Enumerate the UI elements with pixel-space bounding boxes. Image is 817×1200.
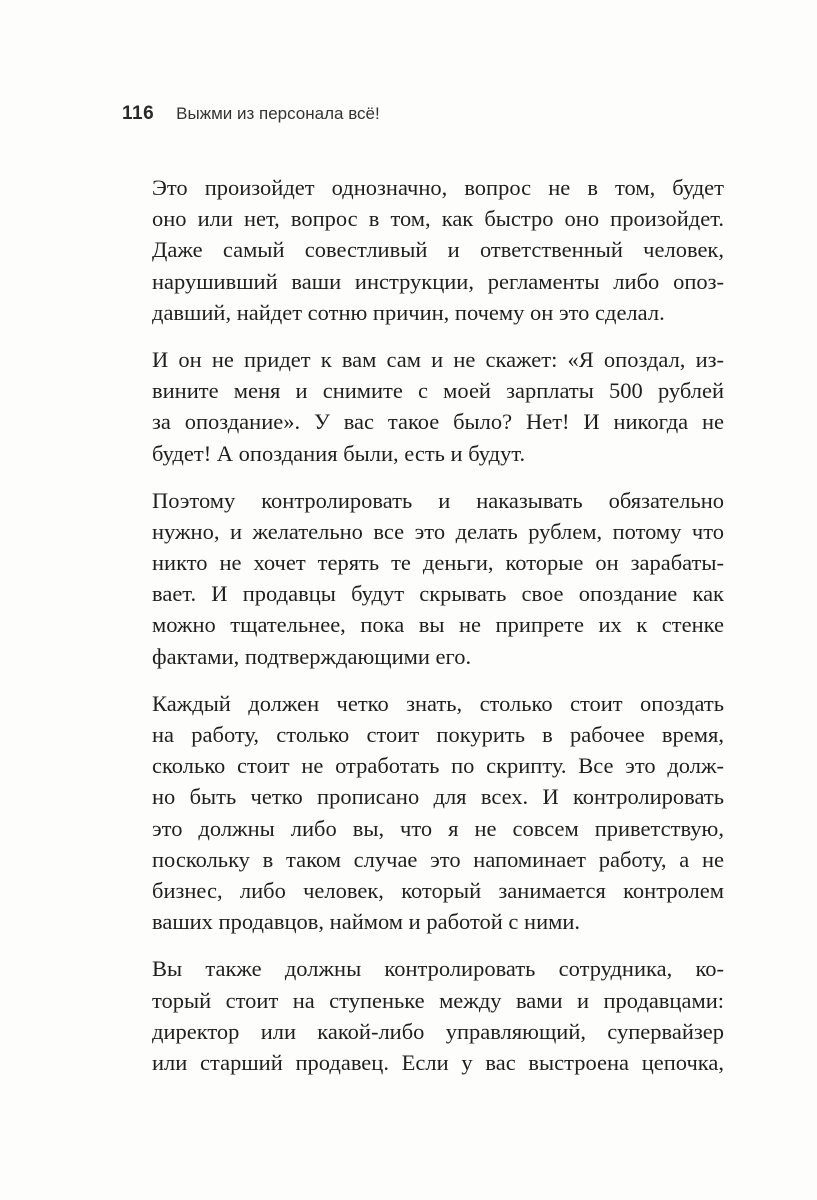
text-line: оно или нет, вопрос в том, как быстро оно произойдет.	[152, 206, 724, 232]
text-line: торый стоит на ступеньке между вами и продавцами:	[152, 987, 724, 1013]
text-line: можно тщательнее, пока вы не припрете их к стенке	[152, 612, 724, 638]
text-line: давший, найдет сотню причин, почему он это сделал.	[152, 299, 665, 325]
text-line: но быть четко прописано для всех. И контролировать	[152, 784, 724, 810]
text-line: сколько стоит не отработать по скрипту. Все это долж-	[152, 753, 724, 779]
text-line: директор или какой-либо управляющий, супервайзер	[152, 1018, 724, 1044]
paragraph	[152, 953, 724, 1078]
paragraph	[152, 344, 724, 469]
text-line: за опоздание». У вас такое было? Нет! И никогда не	[152, 409, 724, 435]
text-line: ваших продавцов, наймом и работой с ними.	[152, 909, 581, 935]
text-line: Поэтому контролировать и наказывать обязательно	[152, 487, 724, 513]
paragraph	[152, 172, 724, 328]
text-line: будет! А опоздания были, есть и будут.	[152, 440, 526, 466]
text-line: вает. И продавцы будут скрывать свое опоздание как	[152, 581, 724, 607]
text-line: поскольку в таком случае это напоминает работу, а не	[152, 846, 724, 872]
text-line: нужно, и желательно все это делать рублем, потому что	[152, 518, 724, 544]
text-line: или старший продавец. Если у вас выстроена цепочка,	[152, 1049, 724, 1075]
text-line: бизнес, либо человек, который занимается контролем	[152, 877, 724, 903]
text-line: Вы также должны контролировать сотрудника, ко-	[152, 956, 724, 982]
running-header	[122, 103, 380, 129]
text-line: никто не хочет терять те деньги, которые он зарабаты-	[152, 550, 724, 576]
text-line: нарушивший ваши инструкции, регламенты либо опоз-	[152, 268, 724, 294]
text-line: Каждый должен четко знать, столько стоит опоздать	[152, 690, 724, 716]
text-line: Даже самый совестливый и ответственный человек,	[152, 237, 724, 263]
paragraph	[152, 688, 724, 938]
body-text	[152, 172, 724, 1094]
text-line: Это произойдет однозначно, вопрос не в том, будет	[152, 175, 724, 200]
text-line: это должны либо вы, что я не совсем приветствую,	[152, 815, 724, 841]
text-line: на работу, столько стоит покурить в рабочее время,	[152, 722, 724, 747]
text-line: вините меня и снимите с моей зарплаты 500 рублей	[152, 378, 724, 404]
paragraph	[152, 485, 724, 672]
text-line: фактами, подтверждающими его.	[152, 643, 472, 669]
text-line: И он не придет к вам сам и не скажет: «Я опоздал, из-	[152, 346, 724, 372]
book-title: Выжми из персонала всё!	[176, 104, 380, 123]
page-number: 116	[122, 103, 155, 124]
